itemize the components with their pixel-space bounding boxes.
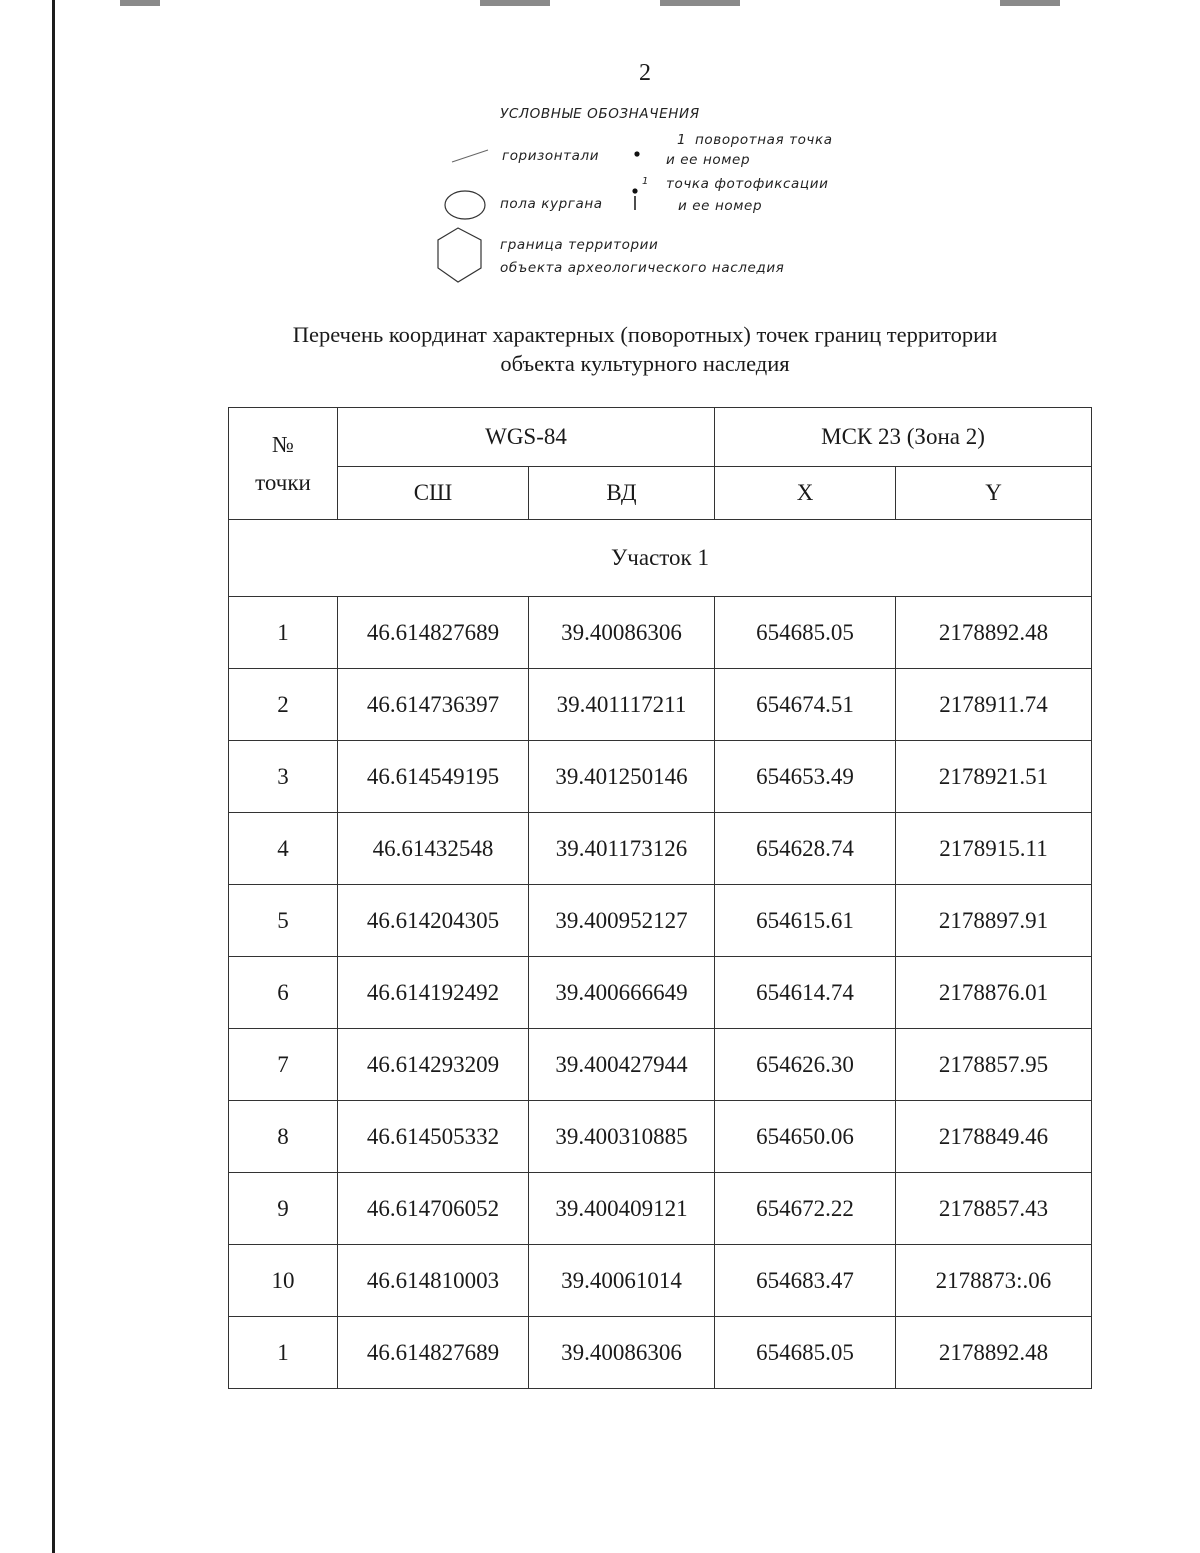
point-number-cell: 5: [229, 885, 338, 957]
x-cell: 654650.06: [715, 1101, 896, 1173]
legend-kurgan-label: пола кургана: [500, 196, 603, 212]
x-cell: 654672.22: [715, 1173, 896, 1245]
legend-turning-point-number: 1: [677, 132, 687, 148]
column-group-wgs84: WGS-84: [338, 408, 715, 467]
table-row: [229, 813, 1092, 885]
photo-point-icon: [632, 188, 637, 193]
longitude-cell: 39.400409121: [529, 1173, 715, 1245]
y-cell: 2178892.48: [896, 1317, 1092, 1389]
table-subheader-row: [229, 467, 1092, 520]
table-row: [229, 741, 1092, 813]
column-header-point-word: точки: [255, 469, 311, 495]
point-number-cell: 1: [229, 597, 338, 669]
scan-top-mark: [120, 0, 160, 6]
y-cell: 2178857.43: [896, 1173, 1092, 1245]
column-group-msk23: МСК 23 (Зона 2): [715, 408, 1092, 467]
table-row: [229, 885, 1092, 957]
scan-top-mark: [1000, 0, 1060, 6]
point-number-cell: 3: [229, 741, 338, 813]
latitude-cell: 46.614827689: [338, 597, 529, 669]
point-number-cell: 1: [229, 1317, 338, 1389]
longitude-cell: 39.40086306: [529, 597, 715, 669]
y-cell: 2178897.91: [896, 885, 1092, 957]
heading-line-1: Перечень координат характерных (поворотных) точек границ территории: [292, 322, 998, 347]
point-number-cell: 8: [229, 1101, 338, 1173]
y-cell: 2178857.95: [896, 1029, 1092, 1101]
y-cell: 2178921.51: [896, 741, 1092, 813]
latitude-cell: 46.614827689: [338, 1317, 529, 1389]
point-number-cell: 4: [229, 813, 338, 885]
section-title: Участок 1: [229, 520, 1092, 597]
y-cell: 2178915.11: [896, 813, 1092, 885]
longitude-cell: 39.400666649: [529, 957, 715, 1029]
x-cell: 654674.51: [715, 669, 896, 741]
longitude-cell: 39.40086306: [529, 1317, 715, 1389]
latitude-cell: 46.614293209: [338, 1029, 529, 1101]
column-header-longitude: ВД: [529, 467, 715, 520]
coordinates-table: [228, 407, 1092, 1389]
latitude-cell: 46.614810003: [338, 1245, 529, 1317]
x-cell: 654626.30: [715, 1029, 896, 1101]
point-number-cell: 2: [229, 669, 338, 741]
x-cell: 654653.49: [715, 741, 896, 813]
legend-title: УСЛОВНЫЕ ОБОЗНАЧЕНИЯ: [500, 106, 700, 122]
legend-photo-point-label: точка фотофиксации: [666, 176, 829, 192]
x-cell: 654685.05: [715, 1317, 896, 1389]
legend-boundary-label: граница территории: [500, 237, 659, 253]
point-number-cell: 10: [229, 1245, 338, 1317]
heading-line-2: объекта культурного наследия: [500, 351, 790, 376]
column-header-number-sign: №: [272, 431, 294, 457]
legend-turning-point-label: поворотная точка: [695, 132, 833, 148]
column-header-y: Y: [896, 467, 1092, 520]
longitude-cell: 39.400952127: [529, 885, 715, 957]
table-row: [229, 1173, 1092, 1245]
contour-line-icon: [452, 150, 488, 162]
x-cell: 654685.05: [715, 597, 896, 669]
legend: [430, 100, 890, 290]
longitude-cell: 39.401250146: [529, 741, 715, 813]
x-cell: 654683.47: [715, 1245, 896, 1317]
longitude-cell: 39.401117211: [529, 669, 715, 741]
x-cell: 654614.74: [715, 957, 896, 1029]
page-number: 2: [639, 60, 651, 86]
section-row: [229, 520, 1092, 597]
longitude-cell: 39.40061014: [529, 1245, 715, 1317]
y-cell: 2178873:.06: [896, 1245, 1092, 1317]
x-cell: 654628.74: [715, 813, 896, 885]
point-number-cell: 7: [229, 1029, 338, 1101]
legend-photo-point-label-2: и ее номер: [678, 198, 763, 214]
longitude-cell: 39.401173126: [529, 813, 715, 885]
table-row: [229, 1317, 1092, 1389]
latitude-cell: 46.614204305: [338, 885, 529, 957]
y-cell: 2178849.46: [896, 1101, 1092, 1173]
column-header-latitude: СШ: [338, 467, 529, 520]
longitude-cell: 39.400310885: [529, 1101, 715, 1173]
table-row: [229, 1029, 1092, 1101]
latitude-cell: 46.614192492: [338, 957, 529, 1029]
legend-contours-label: горизонтали: [502, 148, 600, 164]
document-heading: [200, 320, 1090, 378]
kurgan-ellipse-icon: [445, 191, 485, 219]
table-row: [229, 1245, 1092, 1317]
table-row: [229, 1101, 1092, 1173]
y-cell: 2178892.48: [896, 597, 1092, 669]
scan-top-mark: [480, 0, 550, 6]
y-cell: 2178876.01: [896, 957, 1092, 1029]
legend-turning-point-label-2: и ее номер: [666, 152, 751, 168]
y-cell: 2178911.74: [896, 669, 1092, 741]
scan-page-edge: [52, 0, 55, 1553]
table-row: [229, 669, 1092, 741]
point-number-cell: 9: [229, 1173, 338, 1245]
table-row: [229, 597, 1092, 669]
latitude-cell: 46.614736397: [338, 669, 529, 741]
latitude-cell: 46.614505332: [338, 1101, 529, 1173]
column-header-point-number: [229, 408, 338, 520]
scan-top-mark: [660, 0, 740, 6]
table-row: [229, 957, 1092, 1029]
boundary-hexagon-icon: [438, 228, 481, 282]
x-cell: 654615.61: [715, 885, 896, 957]
legend-photo-point-number: 1: [642, 176, 649, 187]
table-header-row: [229, 408, 1092, 467]
turning-point-icon: [634, 151, 639, 156]
column-header-x: X: [715, 467, 896, 520]
latitude-cell: 46.614706052: [338, 1173, 529, 1245]
point-number-cell: 6: [229, 957, 338, 1029]
latitude-cell: 46.614549195: [338, 741, 529, 813]
legend-boundary-label-2: объекта археологического наследия: [500, 260, 785, 276]
latitude-cell: 46.61432548: [338, 813, 529, 885]
longitude-cell: 39.400427944: [529, 1029, 715, 1101]
